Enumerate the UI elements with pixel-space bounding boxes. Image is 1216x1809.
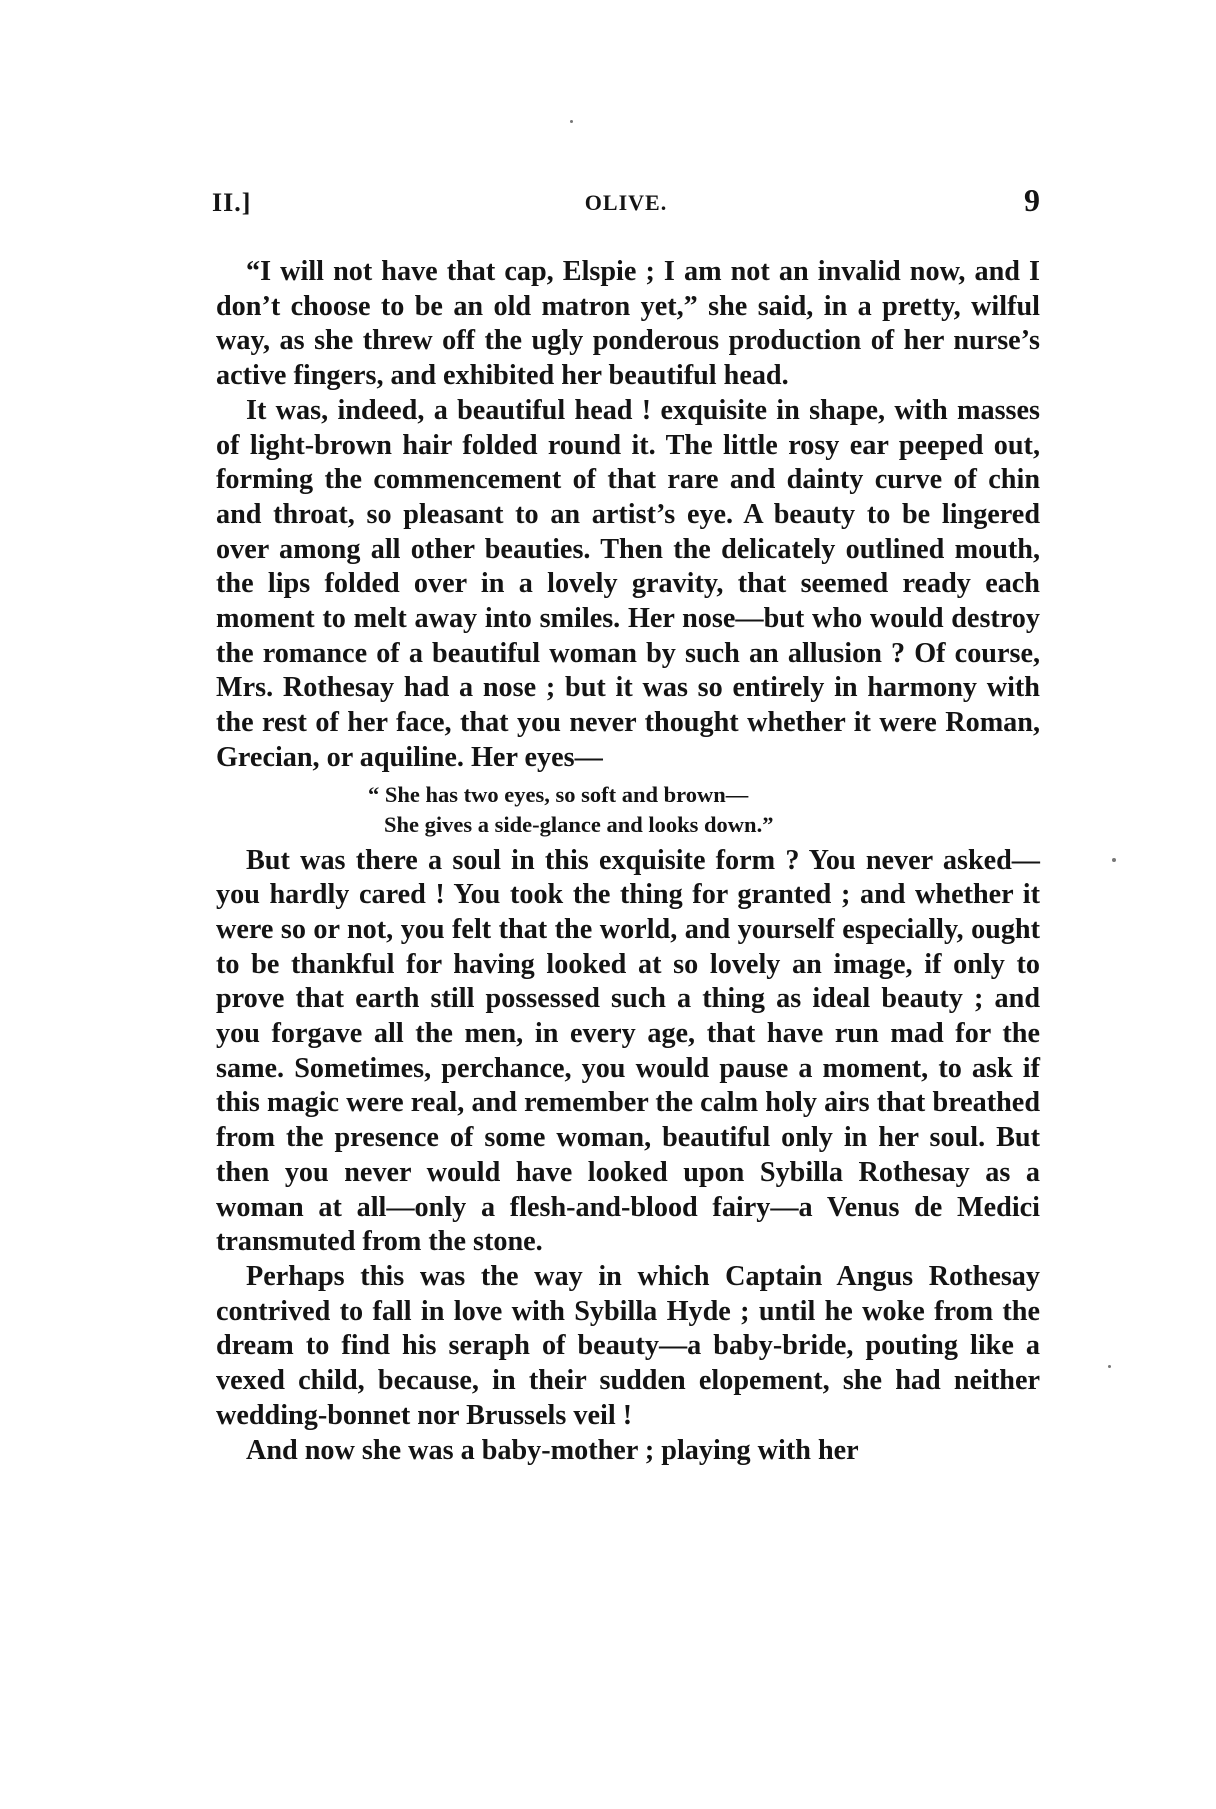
chapter-marker: II.] <box>212 188 252 217</box>
paper-speck <box>1108 1365 1111 1368</box>
running-header <box>212 180 1040 232</box>
page-number: 9 <box>1024 182 1040 218</box>
paragraph: It was, indeed, a beautiful head ! exquisite in shape, with masses of light-brown hair folded round it. The little rosy ear peeped out, forming the commencement of that rare and dainty curve of chin and throat, so pleasant to an artist’s eye. A beauty to be lingered over among all other beauties. Then the delicately outlined mouth, the lips folded over in a lovely gravity, that seemed ready each moment to melt away into smiles. Her nose—but who would destroy the romance of a beautiful woman by such an allusion ? Of course, Mrs. Rothesay had a nose ; but it was so entirely in harmony with the rest of her face, that you never thought whether it were Roman, Grecian, or aquiline. Her eyes— <box>216 394 1040 773</box>
verse-quote <box>216 780 1040 840</box>
paragraph: And now she was a baby-mother ; playing with her <box>246 1434 859 1466</box>
running-title: OLIVE. <box>584 190 668 215</box>
body-text <box>216 255 1040 1468</box>
paper-speck <box>1112 858 1116 862</box>
verse-line: She gives a side-glance and looks down.” <box>384 811 774 837</box>
paragraph: But was there a soul in this exquisite form ? You never asked—you hardly cared ! You took the thing for granted ; and whether it were so or not, you felt that the world, and yourself especially, ought to be thankful for having looked at so lovely an image, if only to prove that earth still possessed such a thing as ideal beauty ; and you forgave all the men, in every age, that have run mad for the same. Sometimes, perchance, you would pause a moment, to ask if this magic were real, and remember the calm holy airs that breathed from the presence of some woman, beautiful only in her soul. But then you never would have looked upon Sybilla Rothesay as a woman at all—only a flesh-and-blood fairy—a Venus de Medici transmuted from the stone. <box>216 844 1040 1258</box>
verse-line: “ She has two eyes, so soft and brown— <box>368 781 749 807</box>
paper-speck <box>570 120 573 123</box>
paragraph: Perhaps this was the way in which Captain Angus Rothesay contrived to fall in love with Sybilla Hyde ; until he woke from the dream to find his seraph of beauty—a baby-bride, pouting like a vexed child, because, in their sudden elopement, she had neither wedding-bonnet nor Brussels veil ! <box>216 1260 1040 1431</box>
paragraph: “I will not have that cap, Elspie ; I am not an invalid now, and I don’t choose to be an old matron yet,” she said, in a pretty, wilful way, as she threw off the ugly ponderous production of her nurse’s active fingers, and exhibited her beautiful head. <box>216 256 1040 392</box>
